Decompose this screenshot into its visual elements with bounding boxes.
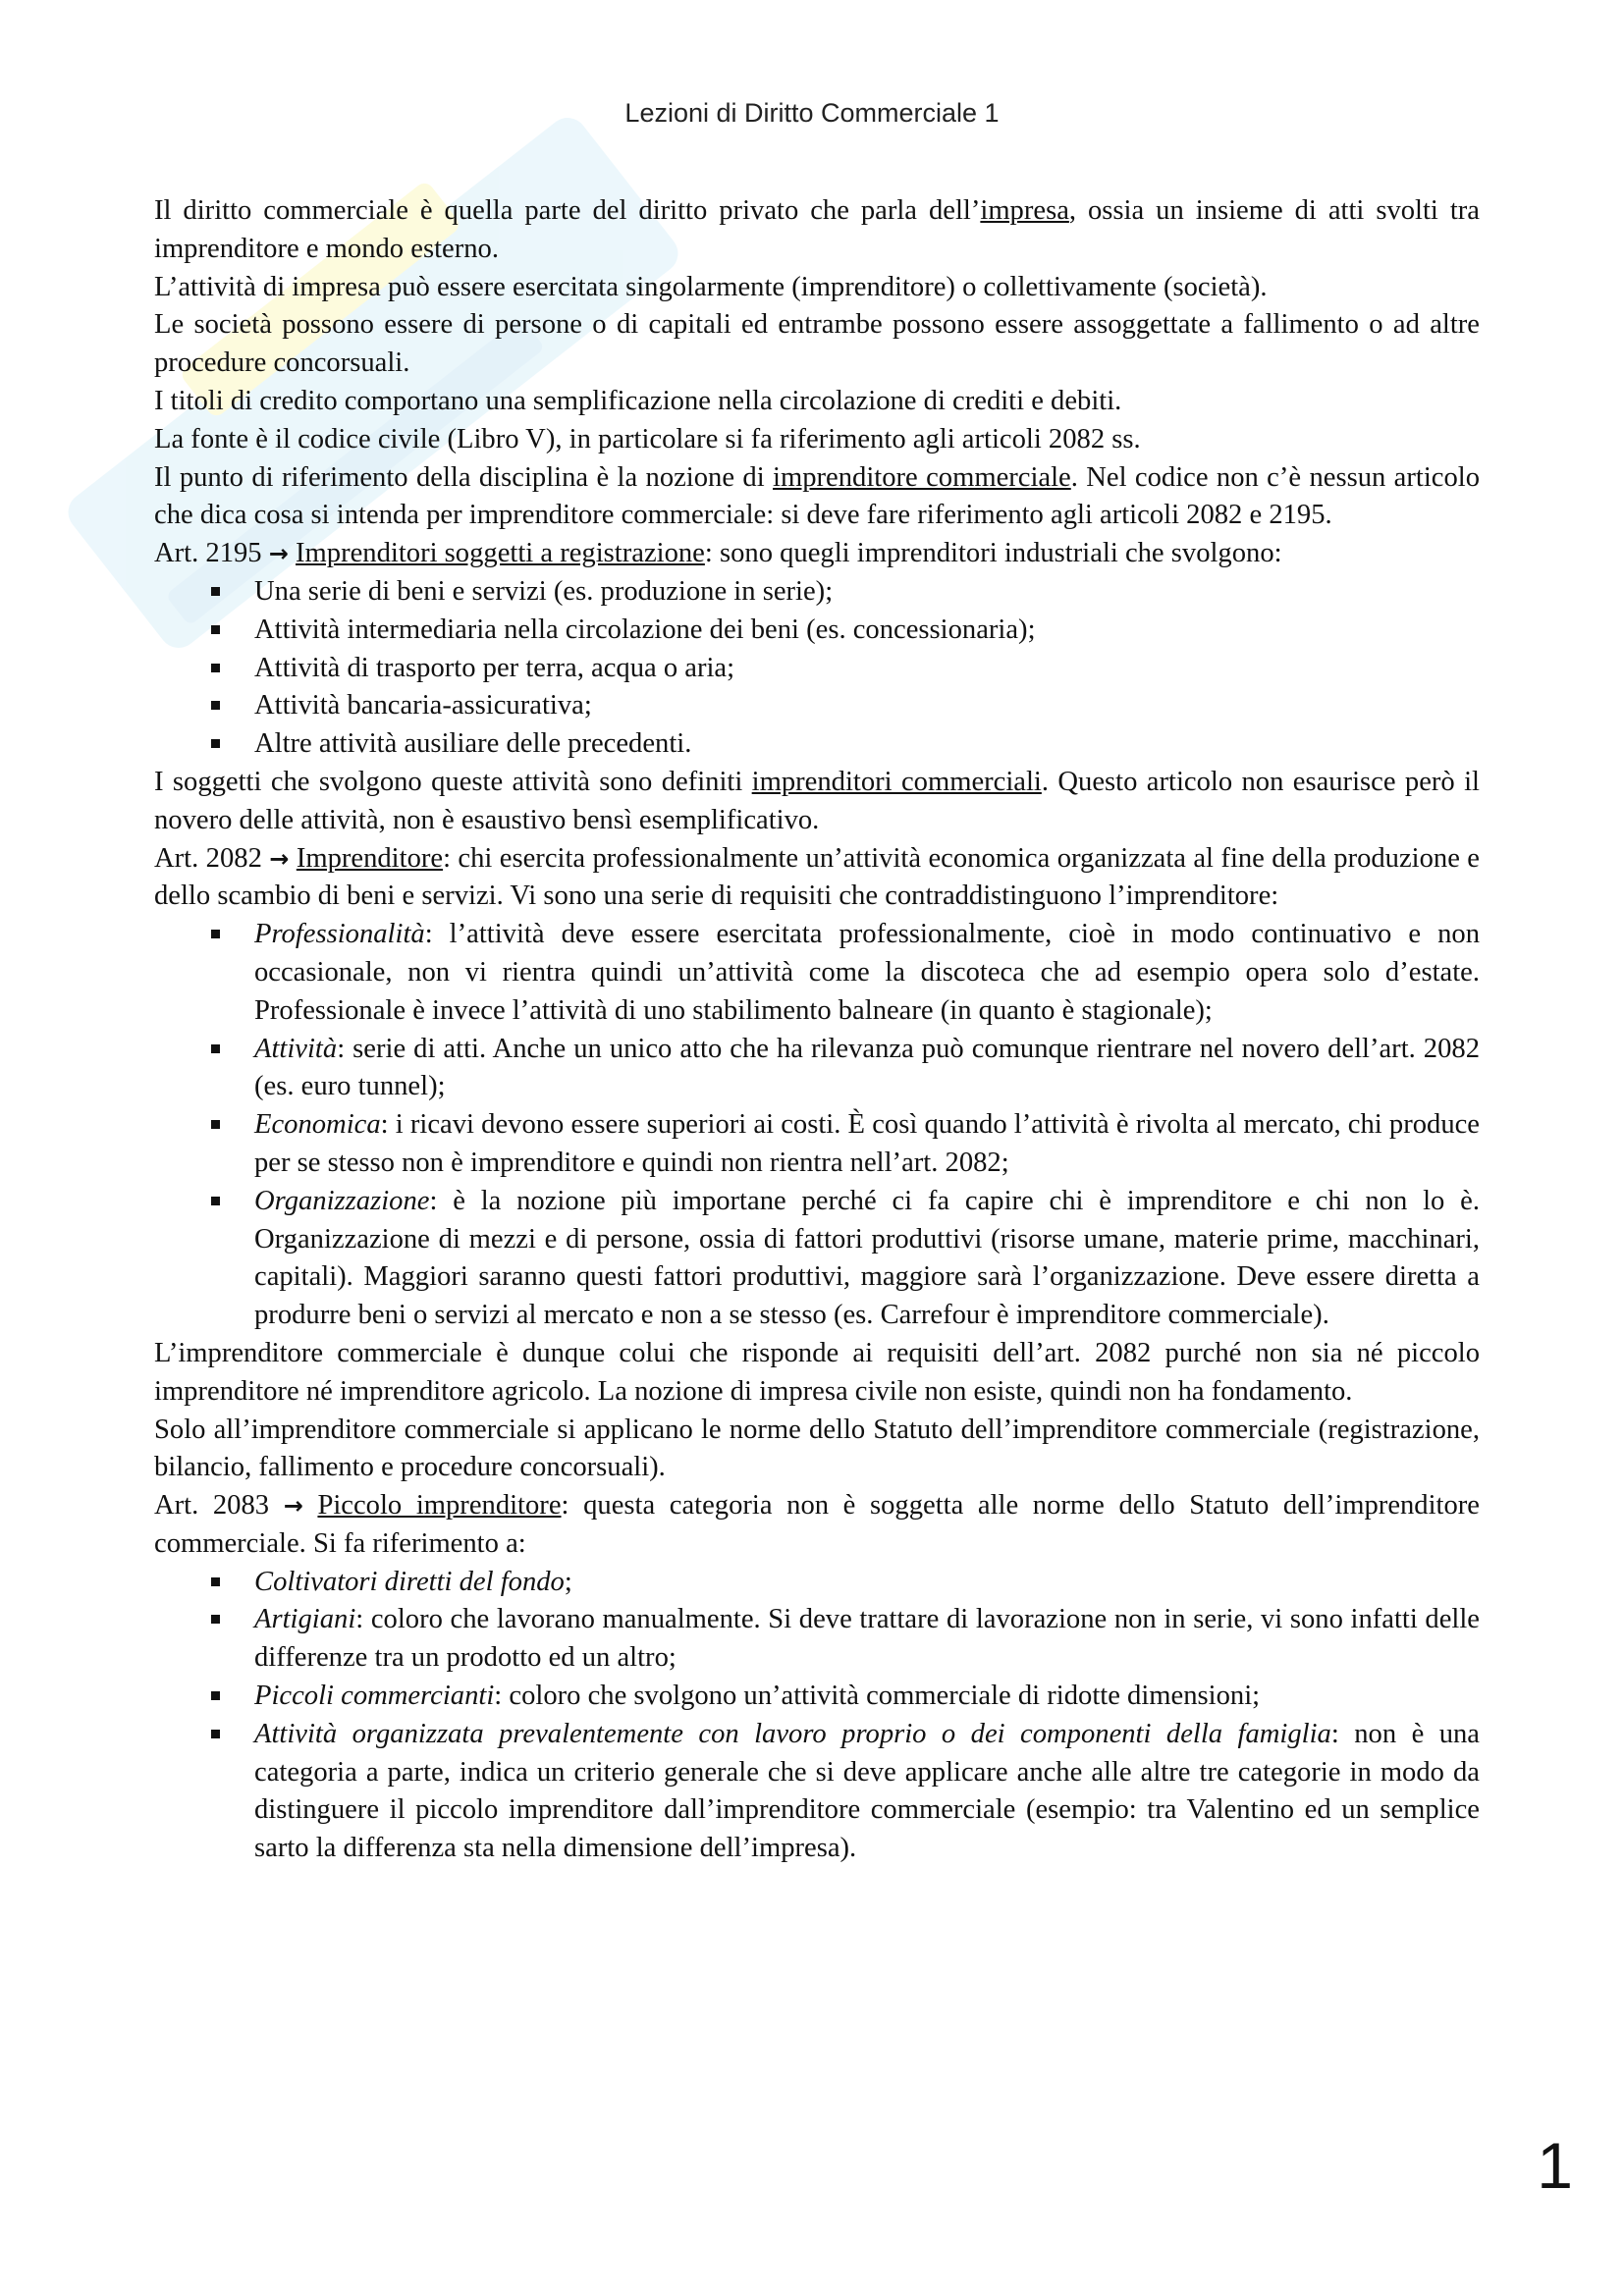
list-item: Economica: i ricavi devono essere superiori ai costi. È così quando l’attività è rivolta al mercato, chi produce per se stesso non è imprenditore e quindi non rientra nell’art. 2082; — [254, 1106, 1480, 1183]
list-2195 — [154, 573, 1480, 764]
term-imprenditore: Imprenditore — [296, 842, 444, 874]
list-item: Attività intermediaria nella circolazione dei beni (es. concessionaria); — [254, 612, 1480, 650]
list-item: Professionalità: l’attività deve essere esercitata professionalmente, cioè in modo continuativo e non occasionale, non vi rientra quindi un’attività come la discoteca che ad esempio opera solo d’estate. Professionale è invece l’attività di uno stabilimento balneare (in quanto è stagionale); — [254, 916, 1480, 1030]
list-item: Altre attività ausiliare delle precedenti. — [254, 725, 1480, 764]
paragraph: Il punto di riferimento della disciplina è la nozione di imprenditore commerciale. Nel codice non c’è nessun articolo che dica cosa si intenda per imprenditore commerciale: si deve fare riferimento agli articoli 2082 e 2195. — [154, 461, 1481, 531]
article-2082: Art. 2082 → Imprenditore: chi esercita professionalmente un’attività economica organizzata al fine della produzione e dello scambio di beni e servizi. Vi sono una serie di requisiti che contraddistinguono l’imprenditore: — [154, 842, 1480, 912]
arrow-right-icon: → — [269, 844, 290, 873]
list-item: Una serie di beni e servizi (es. produzione in serie); — [254, 573, 1480, 612]
article-2083: Art. 2083 → Piccolo imprenditore: questa categoria non è soggetta alle norme dello Statuto dell’imprenditore commerciale. Si fa riferimento a: — [154, 1490, 1481, 1559]
list-2083 — [154, 1564, 1480, 1868]
paragraph: La fonte è il codice civile (Libro V), in particolare si fa riferimento agli articoli 2082 ss. — [154, 423, 1141, 454]
term-impresa: impresa — [980, 195, 1069, 226]
page-header: Lezioni di Diritto Commerciale 1 — [624, 98, 1000, 128]
term-imprenditori-registrazione: Imprenditori soggetti a registrazione — [296, 538, 705, 569]
paragraph: Solo all’imprenditore commerciale si applicano le norme dello Statuto dell’imprenditore commerciale (registrazione, bilancio, fallimento e procedure concorsuali). — [154, 1414, 1480, 1483]
paragraph: I soggetti che svolgono queste attività sono definiti imprenditori commerciali. Questo articolo non esaurisce però il novero delle attività, non è esaustivo bensì esemplificativo. — [154, 766, 1480, 835]
paragraph: Il diritto commerciale è quella parte del diritto privato che parla dell’impresa, ossia un insieme di atti svolti tra imprenditore e mondo esterno. — [154, 195, 1480, 264]
list-2082 — [154, 916, 1480, 1335]
page-number: 1 — [1537, 2129, 1573, 2202]
list-item: Piccoli commercianti: coloro che svolgono un’attività commerciale di ridotte dimensioni; — [254, 1678, 1480, 1716]
document-body — [154, 192, 1480, 1868]
term-imprenditori-commerciali: imprenditori commerciali — [751, 766, 1042, 797]
list-item: Attività: serie di atti. Anche un unico atto che ha rilevanza può comunque rientrare nel novero dell’art. 2082 (es. euro tunnel); — [254, 1031, 1480, 1107]
term-piccolo-imprenditore: Piccolo imprenditore — [317, 1490, 562, 1522]
list-item: Artigiani: coloro che lavorano manualmente. Si deve trattare di lavorazione non in serie, vi sono infatti delle differenze tra un prodotto ed un altro; — [254, 1601, 1480, 1678]
paragraph: L’attività di impresa può essere esercitata singolarmente (imprenditore) o collettivamente (società). — [154, 271, 1268, 302]
article-2195: Art. 2195 → Imprenditori soggetti a registrazione: sono quegli imprenditori industriali che svolgono: — [154, 538, 1282, 569]
list-item: Coltivatori diretti del fondo; — [254, 1564, 1480, 1602]
list-item: Organizzazione: è la nozione più importane perché ci fa capire chi è imprenditore e chi non lo è. Organizzazione di mezzi e di persone, ossia di fattori produttivi (risorse umane, materie prime, macchinari, capitali). Maggiori saranno questi fattori produttivi, maggiore sarà l’organizzazione. Deve essere diretta a produrre beni o servizi al mercato e non a se stesso (es. Carrefour è imprenditore commerciale). — [254, 1183, 1480, 1335]
list-item: Attività di trasporto per terra, acqua o aria; — [254, 650, 1480, 688]
arrow-right-icon: → — [283, 1492, 303, 1521]
term-imprenditore-commerciale: imprenditore commerciale — [773, 461, 1071, 493]
list-item: Attività organizzata prevalentemente con lavoro proprio o dei componenti della famiglia: non è una categoria a parte, indica un criterio generale che si deve applicare anche alle altre tre categorie in modo da distinguere il piccolo imprenditore dall’imprenditore commerciale (esempio: tra Valentino ed un semplice sarto la differenza sta nella dimensione dell’impresa). — [254, 1716, 1480, 1868]
arrow-right-icon: → — [268, 540, 289, 568]
paragraph: I titoli di credito comportano una semplificazione nella circolazione di crediti e debiti. — [154, 385, 1122, 416]
paragraph: Le società possono essere di persone o di capitali ed entrambe possono essere assoggettate a fallimento o ad altre procedure concorsuali. — [154, 309, 1480, 379]
list-item: Attività bancaria-assicurativa; — [254, 687, 1480, 725]
paragraph: L’imprenditore commerciale è dunque colui che risponde ai requisiti dell’art. 2082 purché non sia né piccolo imprenditore né imprenditore agricolo. La nozione di impresa civile non esiste, quindi non ha fondamento. — [154, 1337, 1480, 1407]
